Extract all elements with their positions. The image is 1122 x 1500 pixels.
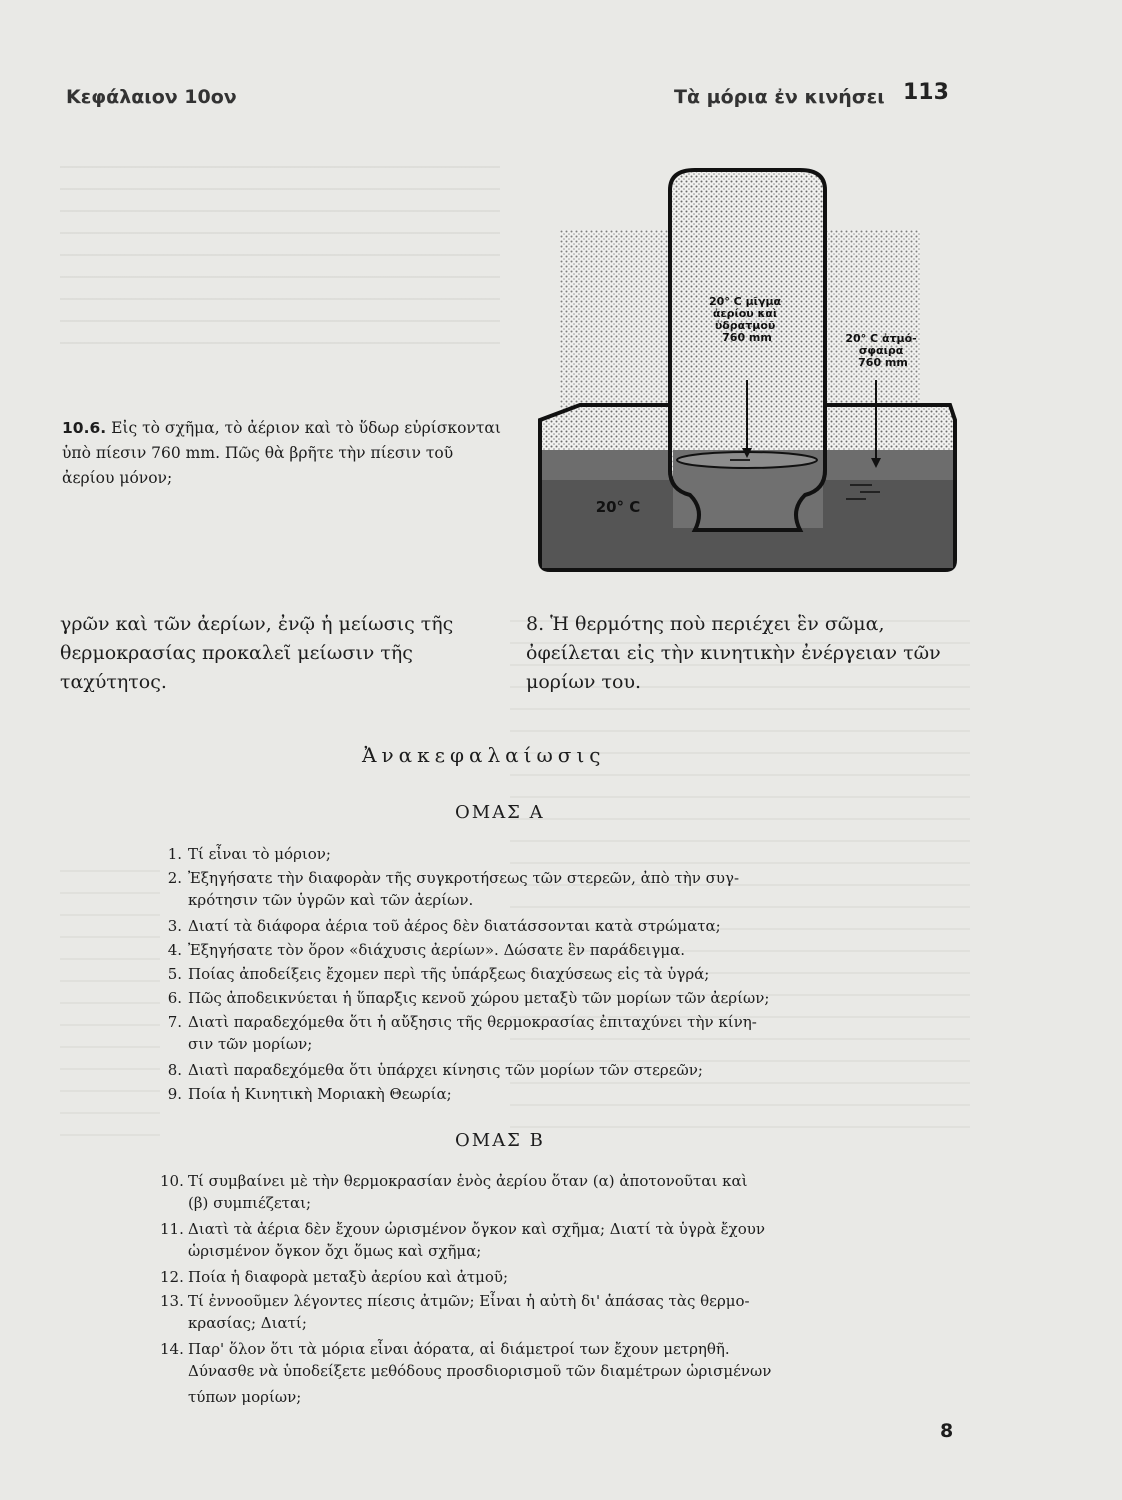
question-text: Ποία ἡ διαφορὰ μεταξὺ ἀερίου καὶ ἀτμοῦ; <box>188 1268 509 1286</box>
question-text: Διατί τὰ διάφορα ἀέρια τοῦ ἀέρος δὲν διατάσσονται κατὰ στρώματα; <box>188 917 721 935</box>
label-water: 20° C <box>595 498 641 516</box>
question-item <box>160 1170 900 1214</box>
problem-text: Εἰς τὸ σχῆμα, τὸ ἀέριον καὶ τὸ ὕδωρ εὑρίσκονται ὑπὸ πίεσιν 760 mm. Πῶς θὰ βρῆτε τὴν πίεσιν τοῦ ἀερίου μόνον; <box>62 419 501 487</box>
question-text: Διατὶ παραδεχόμεθα ὅτι ἡ αὔξησις τῆς θερμοκρασίας ἐπιταχύνει τὴν κίνη- <box>188 1013 757 1031</box>
question-text-continued: κρότησιν τῶν ὑγρῶν καὶ τῶν ἀερίων. <box>188 891 474 909</box>
question-item <box>160 963 900 985</box>
question-text-continued: (β) συμπιέζεται; <box>188 1194 312 1212</box>
bleed-through-left-lower <box>60 850 160 1150</box>
question-text: Τί εἶναι τὸ μόριον; <box>188 845 331 863</box>
question-text-continued: Δύνασθε νὰ ὑποδείξετε μεθόδους προσδιορισμοῦ τῶν διαμέτρων ὡρισμένων <box>188 1362 772 1380</box>
question-item <box>160 1266 900 1288</box>
question-number: 11. <box>160 1220 184 1238</box>
question-item <box>160 1083 900 1105</box>
question-item <box>160 1386 900 1408</box>
question-text-continued: τύπων μορίων; <box>188 1388 302 1406</box>
question-text: Τί ἐννοοῦμεν λέγοντες πίεσις ἀτμῶν; Εἶναι ἡ αὐτὴ δι' ἁπάσας τὰς θερμο- <box>188 1292 750 1310</box>
question-number: 9. <box>167 1085 182 1103</box>
question-number: 5. <box>167 965 182 983</box>
question-text: Πῶς ἀποδεικνύεται ἡ ὕπαρξις κενοῦ χώρου μεταξὺ τῶν μορίων τῶν ἀερίων; <box>188 989 770 1007</box>
problem-10-6 <box>62 416 502 491</box>
label-outside: 20° C ἀτμό- σφαιρα 760 mm <box>845 332 917 369</box>
question-item <box>160 867 900 911</box>
question-number: 6. <box>167 989 182 1007</box>
question-item <box>160 1338 900 1382</box>
question-number: 2. <box>167 869 182 887</box>
question-number: 1. <box>167 845 182 863</box>
gas-over-water-figure <box>520 150 960 580</box>
problem-number: 10.6. <box>62 419 107 437</box>
continued-text-left: γρῶν καὶ τῶν ἀερίων, ἐνῷ ἡ μείωσις τῆς θερμοκρασίας προκαλεῖ μείωσιν τῆς ταχύτητος. <box>60 613 454 693</box>
question-item <box>160 939 900 961</box>
question-item <box>160 843 900 865</box>
label-inside: 20° C μῖγμα ἀερίου καὶ ὑδρατμοῦ 760 mm <box>709 295 782 344</box>
group-a-title: ΟΜΑΣ Α <box>455 802 545 823</box>
running-title: Τὰ μόρια ἐν κινήσει <box>674 86 885 108</box>
question-item <box>160 1290 900 1334</box>
question-number: 14. <box>160 1340 184 1358</box>
summary-title: Ἀνακεφαλαίωσις <box>362 743 606 767</box>
question-text: Παρ' ὅλον ὅτι τὰ μόρια εἶναι ἀόρατα, αἱ διάμετροί των ἔχουν μετρηθῆ. <box>188 1340 730 1358</box>
question-text: Ποίας ἀποδείξεις ἔχομεν περὶ τῆς ὑπάρξεως διαχύσεως εἰς τὰ ὑγρά; <box>188 965 710 983</box>
question-text: Διατὶ παραδεχόμεθα ὅτι ὑπάρχει κίνησις τῶν μορίων τῶν στερεῶν; <box>188 1061 703 1079</box>
question-text-continued: σιν τῶν μορίων; <box>188 1035 313 1053</box>
signature-number: 8 <box>940 1420 954 1442</box>
question-text: Διατὶ τὰ ἀέρια δὲν ἔχουν ὡρισμένον ὄγκον καὶ σχῆμα; Διατί τὰ ὑγρὰ ἔχουν <box>188 1220 766 1238</box>
question-number: 3. <box>167 917 182 935</box>
question-number: 8. <box>167 1061 182 1079</box>
question-number: 12. <box>160 1268 184 1286</box>
continued-text-right: 8. Ἡ θερμότης ποὺ περιέχει ἓν σῶμα, ὀφείλεται εἰς τὴν κινητικὴν ἐνέργειαν τῶν μορίων του. <box>526 613 941 693</box>
question-item <box>160 987 900 1009</box>
question-number: 7. <box>167 1013 182 1031</box>
question-text: Τί συμβαίνει μὲ τὴν θερμοκρασίαν ἑνὸς ἀερίου ὅταν (α) ἀποτονοῦται καὶ <box>188 1172 748 1190</box>
question-number: 10. <box>160 1172 184 1190</box>
question-item <box>160 1218 900 1262</box>
question-text: Ἐξηγήσατε τὴν διαφορὰν τῆς συγκροτήσεως τῶν στερεῶν, ἀπὸ τὴν συγ- <box>188 869 740 887</box>
question-text: Ἐξηγήσατε τὸν ὅρον «διάχυσις ἀερίων». Δώσατε ἓν παράδειγμα. <box>188 941 685 959</box>
page-number: 113 <box>903 80 949 105</box>
group-b-title: ΟΜΑΣ Β <box>455 1130 545 1151</box>
question-item <box>160 915 900 937</box>
question-item <box>160 1011 900 1055</box>
question-number: 13. <box>160 1292 184 1310</box>
question-number: 4. <box>167 941 182 959</box>
bleed-through-left <box>60 146 500 346</box>
question-text-continued: κρασίας; Διατί; <box>188 1314 307 1332</box>
question-item <box>160 1059 900 1081</box>
chapter-header: Κεφάλαιον 10ον <box>66 86 237 108</box>
question-text: Ποία ἡ Κινητικὴ Μοριακὴ Θεωρία; <box>188 1085 452 1103</box>
question-text-continued: ὡρισμένον ὄγκον ὄχι ὅμως καὶ σχῆμα; <box>188 1242 482 1260</box>
